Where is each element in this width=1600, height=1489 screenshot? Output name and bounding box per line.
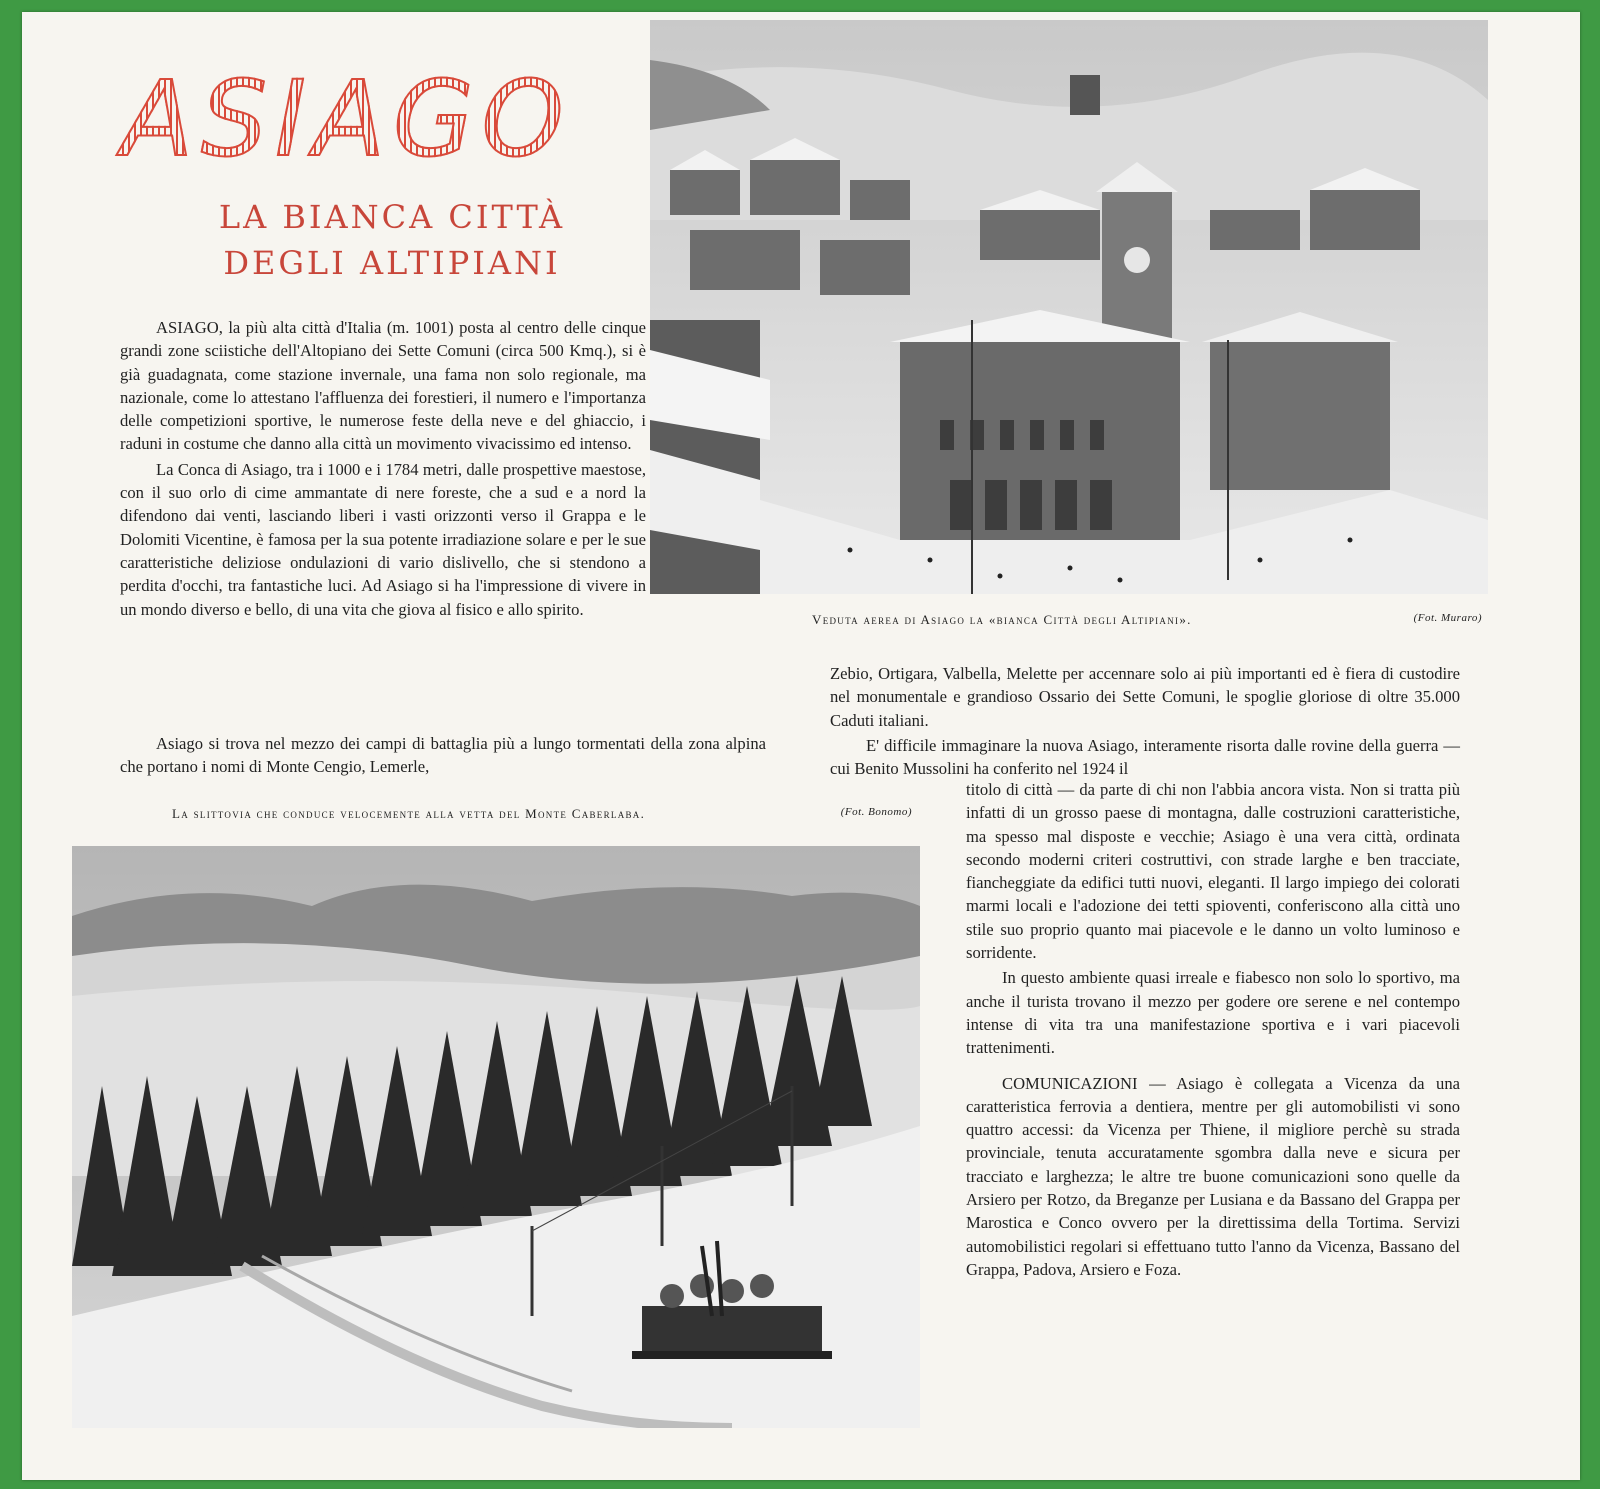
paragraph: Zebio, Ortigara, Valbella, Melette per accennare solo ai più importanti ed è fiera di custodire nel monumentale e grandioso Ossario dei Sette Comuni, le spoglie gloriose di oltre 35.000 Caduti italiani. [830,664,1460,730]
photo-credit: (Fot. Bonomo) [840,806,912,818]
paragraph: COMUNICAZIONI — Asiago è collegata a Vicenza da una caratteristica ferrovia a dentiera, mentre per gli automobilisti vi sono quattro accessi: da Vicenza per Thiene, il migliore perchè su strada provinciale, tenuta accuratamente sgombra dalla neve e sicura per tracciato e larghezza; le altre tre buone comunicazioni sono quelle da Arsiero per Rotzo, da Breganze per Lusiana e da Bassano del Grappa per Marostica e Conco ovvero per la direttissima della Tortima. Servizi automobilistici regolari si effettuano tutto l'anno da Vicenza, Bassano del Grappa, Padova, Arsiero e Foza. [966,1073,1460,1279]
caption-text: La slittovia che conduce velocemente alla vetta del Monte Caberlaba. [172,806,646,821]
paragraph: ASIAGO, la più alta città d'Italia (m. 1001) posta al centro delle cinque grandi zone sciistiche dell'Altopiano dei Sette Comuni (circa 500 Kmq.), si è già guadagnata, come stazione invernale, una fama non solo regionale, ma nazionale, come lo attestano l'affluenza dei forestieri, il numero e l'importanza delle competizioni sportive, le numerose feste della neve e del ghiaccio, i raduni in costume che danno alla città un movimento vivacissimo ed intenso. [120,318,646,454]
paragraph: Asiago si trova nel mezzo dei campi di battaglia più a lungo tormentati della zona alpina che portano i nomi di Monte Cengio, Lemerle, [120,734,766,777]
article-column-1 [120,316,646,621]
article-column-2 [830,662,1460,780]
paragraph: La Conca di Asiago, tra i 1000 e i 1784 metri, dalle prospettive maestose, con il suo orlo di cime ammantate di nere foreste, che a sud e a nord la difendono dai venti, lasciando liberi i vasti orizzonti verso il Grappa e le Dolomiti Vicentine, è famosa per la sua potente irradiazione solare e per le sue caratteristiche deliziose ondulazioni di vario dislivello, che si stendono a perdita d'occhi, tra fantastiche luci. Ad Asiago si ha l'impressione di vivere in un mondo diverso e bello, di una vita che giova al fisico e allo spirito. [120,459,646,619]
top-photo-caption [812,612,1492,628]
page-title: ASIAGO [122,67,642,171]
paragraph: E' difficile immaginare la nuova Asiago, interamente risorta dalle rovine della guerra — cui Benito Mussolini ha conferito nel 1924 il [830,735,1460,779]
paragraph: titolo di città — da parte di chi non l'abbia ancora vista. Non si tratta più infatti di un grosso paese di montagna, dalle costruzioni caratteristiche, ma spesso mal disposte e vecchie; Asiago è una vera città, ordinata secondo moderni criteri costruttivi, con strade larghe e ben tracciate, fiancheggiate da edifici tutti nuovi, eleganti. Il largo impiego dei colorati marmi locali e l'adozione dei tetti spioventi, conferiscono alla città uno stile suo proprio quanto mai piacevole e le danno un volto luminoso e sorridente. [966,780,1460,963]
photo-credit: (Fot. Muraro) [1413,612,1482,624]
subtitle-line-1: LA BIANCA CITTÀ [218,198,566,236]
aerial-photo [650,20,1488,594]
article-column-2-lower [966,778,1460,1281]
subtitle-line-2: DEGLI ALTIPIANI [223,244,561,282]
caption-text: Veduta aerea di Asiago la «bianca Città degli Altipiani». [812,612,1192,627]
aerial-town-image [650,20,1488,594]
magazine-page [22,12,1580,1480]
page-subtitle [132,194,652,286]
bottom-photo-caption [172,806,912,822]
snow-sled-image [72,846,920,1428]
article-column-1-lower [120,732,766,779]
paragraph: In questo ambiente quasi irreale e fiabesco non solo lo sportivo, ma anche il turista trovano il mezzo per godere ore serene e nel contempo intense di vita tra una manifestazione sportiva e i vari piacevoli trattenimenti. [966,968,1460,1058]
slittovia-photo [72,846,920,1428]
